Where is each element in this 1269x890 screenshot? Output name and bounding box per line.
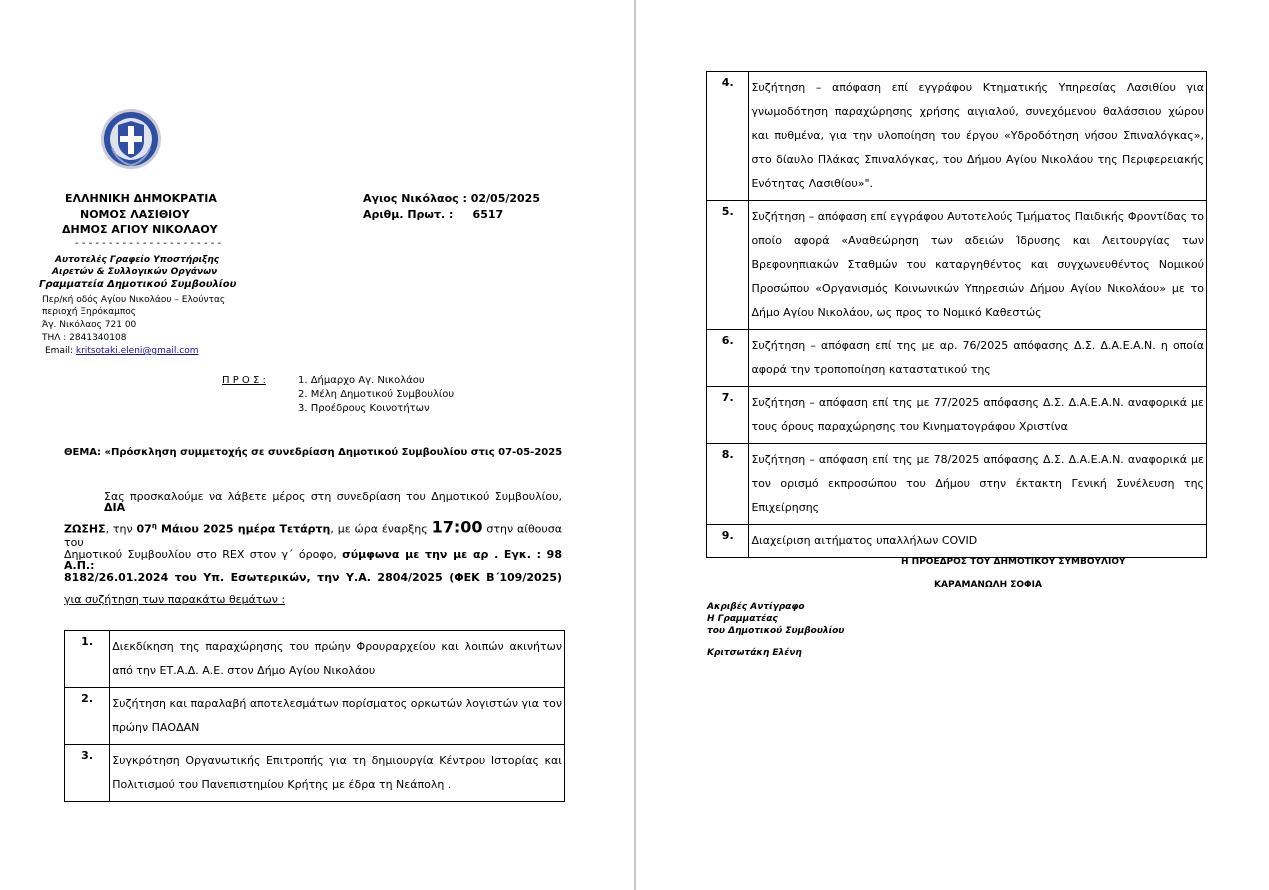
agenda-item-line: Ενότητας Λασιθίου»". bbox=[751, 177, 874, 190]
agenda-row bbox=[707, 72, 1207, 201]
agenda-item-line: Διεκδίκηση της παραχώρησης του πρώην Φρουραρχείου και λοιπών ακινήτων bbox=[112, 640, 562, 653]
agenda-item-line: και πυθμένα, για την υλοποίηση του έργου «Υδροδότηση νήσου Σπιναλόγκας», bbox=[751, 129, 1204, 142]
document-page-2 bbox=[636, 0, 1269, 890]
agenda-item-line: Συζήτηση – απόφαση επί εγγράφου Κτηματικής Υπηρεσίας Λασιθίου για bbox=[751, 81, 1204, 94]
agenda-item-text bbox=[749, 72, 1207, 201]
copy-line-2: Η Γραμματέας bbox=[707, 614, 778, 624]
agenda-item-line: Πολιτισμού του Πανεπιστημίου Κρήτης με έδρα τη Νεάπολη . bbox=[112, 778, 452, 791]
meeting-time: 17:00 bbox=[431, 517, 483, 537]
agenda-row bbox=[65, 688, 565, 745]
intro-line-4: 8182/26.01.2024 του Υπ. Εσωτερικών, την Υ.Α. 2804/2025 (ΦΕΚ Β΄109/2025) bbox=[64, 571, 562, 584]
agenda-item-line: Προσώπου «Οργανισμός Κοινωνικών Υπηρεσιών Δήμου Αγίου Νικολάου» με το bbox=[751, 282, 1204, 295]
agenda-item-text bbox=[749, 387, 1207, 444]
agenda-item-line: πρώην ΠΑΟΔΑΝ bbox=[112, 721, 200, 734]
agenda-row bbox=[707, 201, 1207, 330]
agenda-item-text bbox=[110, 688, 565, 745]
recipient-item: 3. Προέδρους Κοινοτήτων bbox=[298, 403, 430, 414]
agenda-item-line: Συγκρότηση Οργανωτικής Επιτροπής για τη δημιουργία Κέντρου Ιστορίας και bbox=[112, 754, 562, 767]
agenda-item-line: Συζήτηση – απόφαση επί της με 78/2025 απόφασης Δ.Σ. Δ.Α.Ε.Α.Ν. αναφορικά με bbox=[751, 453, 1204, 466]
agenda-item-line: Επιχείρησης bbox=[751, 501, 820, 514]
office-line-2: Αιρετών & Συλλογικών Οργάνων bbox=[52, 267, 218, 277]
agenda-table-left bbox=[64, 630, 565, 802]
agenda-item-line: Συζήτηση – απόφαση επί εγγράφου Αυτοτελούς Τμήματος Παιδικής Φροντίδας το bbox=[751, 210, 1204, 223]
subject-line: ΘΕΜΑ: «Πρόσκληση συμμετοχής σε συνεδρίαση Δημοτικού Συμβουλίου στις 07-05-2025 bbox=[64, 447, 563, 458]
agenda-row bbox=[707, 330, 1207, 387]
copy-line-1: Ακριβές Αντίγραφο bbox=[707, 602, 805, 612]
agenda-item-number: 9. bbox=[707, 525, 749, 558]
agenda-item-text bbox=[110, 745, 565, 802]
intro-line-5: για συζήτηση των παρακάτω θεμάτων : bbox=[64, 593, 286, 606]
agenda-item-line: οποίο αφορά «Αναθεώρηση των αδειών Ίδρυσης και Λειτουργίας των bbox=[751, 234, 1204, 247]
header-municipality: ΔΗΜΟΣ ΑΓΙΟΥ ΝΙΚΟΛΑΟΥ bbox=[62, 223, 218, 236]
agenda-item-number: 5. bbox=[707, 201, 749, 330]
recipients-label: Π Ρ Ο Σ : bbox=[222, 375, 266, 386]
header-prefecture: ΝΟΜΟΣ ΛΑΣΙΘΙΟΥ bbox=[80, 208, 190, 221]
address-line-2: περιοχή Ξηρόκαμπος bbox=[42, 307, 137, 317]
agenda-row bbox=[707, 525, 1207, 558]
office-line-1: Αυτοτελές Γραφείο Υποστήριξης bbox=[55, 255, 220, 265]
agenda-item-number: 2. bbox=[65, 688, 110, 745]
intro-text: Δημοτικού Συμβουλίου στο REX στον γ΄ όροφο, bbox=[64, 548, 343, 561]
intro-bold-text: σύμφωνα με την με αρ . Εγκ. : 98 Α.Π.: bbox=[64, 548, 562, 572]
signature-name: ΚΑΡΑΜΑΝΩΛΗ ΣΟΦΙΑ bbox=[934, 580, 1042, 590]
signature-title: Η ΠΡΟΕΔΡΟΣ ΤΟΥ ΔΗΜΟΤΙΚΟΥ ΣΥΜΒΟΥΛΙΟΥ bbox=[901, 557, 1126, 567]
secretary-name: Κριτσωτάκη Ελένη bbox=[707, 648, 802, 658]
header-republic: ΕΛΛΗΝΙΚΗ ΔΗΜΟΚΡΑΤΙΑ bbox=[65, 192, 217, 205]
agenda-item-number: 6. bbox=[707, 330, 749, 387]
agenda-item-line: Συζήτηση – απόφαση επί της με αρ. 76/2025 απόφασης Δ.Σ. Δ.Α.Ε.Α.Ν. η οποία bbox=[751, 339, 1204, 352]
agenda-row bbox=[707, 387, 1207, 444]
intro-bold-text: ΔΙΑ bbox=[104, 501, 126, 514]
agenda-item-line: τους όρους παραχώρησης του Κινηματογράφου Χριστίνα bbox=[751, 420, 1068, 433]
email-label: Email: bbox=[45, 346, 76, 356]
recipient-item: 2. Μέλη Δημοτικού Συμβουλίου bbox=[298, 389, 455, 400]
agenda-item-number: 7. bbox=[707, 387, 749, 444]
agenda-item-text bbox=[749, 330, 1207, 387]
intro-text: , με ώρα έναρξης bbox=[330, 522, 432, 536]
intro-text: Σας προσκαλούμε να λάβετε μέρος στη συνεδρίαση του Δημοτικού Συμβουλίου, bbox=[104, 490, 562, 503]
email-line bbox=[45, 346, 199, 356]
phone-line: ΤΗΛ : 2841340108 bbox=[42, 333, 127, 343]
agenda-item-number: 8. bbox=[707, 444, 749, 525]
intro-superscript: η bbox=[151, 522, 157, 530]
agenda-item-line: αφορά την τροποποίηση καταστατικού της bbox=[751, 363, 991, 376]
agenda-item-line: Βρεφονηπιακών Σταθμών του καταργηθέντος και συγχωνευθέντος Νομικού bbox=[751, 258, 1204, 271]
agenda-row bbox=[65, 745, 565, 802]
agenda-item-text bbox=[110, 631, 565, 688]
protocol-number: Αριθμ. Πρωτ. : 6517 bbox=[363, 208, 504, 221]
email-link[interactable]: kritsotaki.eleni@gmail.com bbox=[75, 346, 199, 356]
agenda-item-line: Διαχείριση αιτήματος υπαλλήλων COVID bbox=[751, 534, 978, 547]
intro-line-3 bbox=[64, 548, 562, 572]
intro-line-2 bbox=[64, 517, 562, 549]
agenda-item-line: στο δίαυλο Πλάκας Σπιναλόγκας, του Δήμου Αγίου Νικολάου της Περιφερειακής bbox=[751, 153, 1204, 166]
agenda-item-line: Συζήτηση και παραλαβή αποτελεσμάτων πορίσματος ορκωτών λογιστών για τον bbox=[112, 697, 562, 710]
agenda-item-text bbox=[749, 444, 1207, 525]
agenda-item-line: Συζήτηση – απόφαση επί της με 77/2025 απόφασης Δ.Σ. Δ.Α.Ε.Α.Ν. αναφορικά με bbox=[751, 396, 1204, 409]
agenda-item-line: γνωμοδότηση παραχώρησης χρήσης αιγιαλού, συνεχόμενου θαλάσσιου χώρου bbox=[751, 105, 1204, 118]
intro-bold-text: ΖΩΣΗΣ bbox=[64, 522, 106, 536]
agenda-row bbox=[707, 444, 1207, 525]
intro-bold-text: Μάιου 2025 ημέρα Τετάρτη bbox=[156, 522, 331, 536]
agenda-item-number: 4. bbox=[707, 72, 749, 201]
place-date: Αγιος Νικόλαος : 02/05/2025 bbox=[363, 192, 540, 205]
agenda-item-line: τον ορισμό εκπροσώπου του Δήμου στην έκτακτη Γενική Συνέλευση της bbox=[751, 477, 1204, 490]
intro-line-1 bbox=[104, 490, 562, 514]
agenda-item-line: Δήμο Αγίου Νικολάου, ως προς το Νομικό Καθεστώς bbox=[751, 306, 1042, 319]
header-separator: - - - - - - - - - - - - - - - - - - - - - - bbox=[75, 238, 222, 249]
agenda-item-line: από την ΕΤ.Α.Δ. Α.Ε. στον Δήμο Αγίου Νικολάου bbox=[112, 664, 376, 677]
agenda-item-text bbox=[749, 525, 1207, 558]
address-line-3: Άγ. Νικόλαος 721 00 bbox=[42, 320, 137, 330]
agenda-item-text bbox=[749, 201, 1207, 330]
copy-line-3: του Δημοτικού Συμβουλίου bbox=[707, 626, 845, 636]
intro-text: στην αίθουσα του bbox=[64, 522, 562, 549]
agenda-table-right bbox=[706, 71, 1207, 558]
agenda-item-number: 1. bbox=[65, 631, 110, 688]
intro-bold-text: 07 bbox=[136, 522, 152, 536]
address-line-1: Περ/κή οδός Αγίου Νικολάου – Ελούντας bbox=[42, 295, 226, 305]
recipient-item: 1. Δήμαρχο Αγ. Νικολάου bbox=[298, 375, 425, 386]
agenda-row bbox=[65, 631, 565, 688]
greek-emblem-icon bbox=[100, 108, 162, 170]
agenda-item-number: 3. bbox=[65, 745, 110, 802]
intro-text: , την bbox=[105, 522, 137, 536]
document-page-1 bbox=[0, 0, 634, 890]
office-line-3: Γραμματεία Δημοτικού Συμβουλίου bbox=[39, 279, 237, 290]
